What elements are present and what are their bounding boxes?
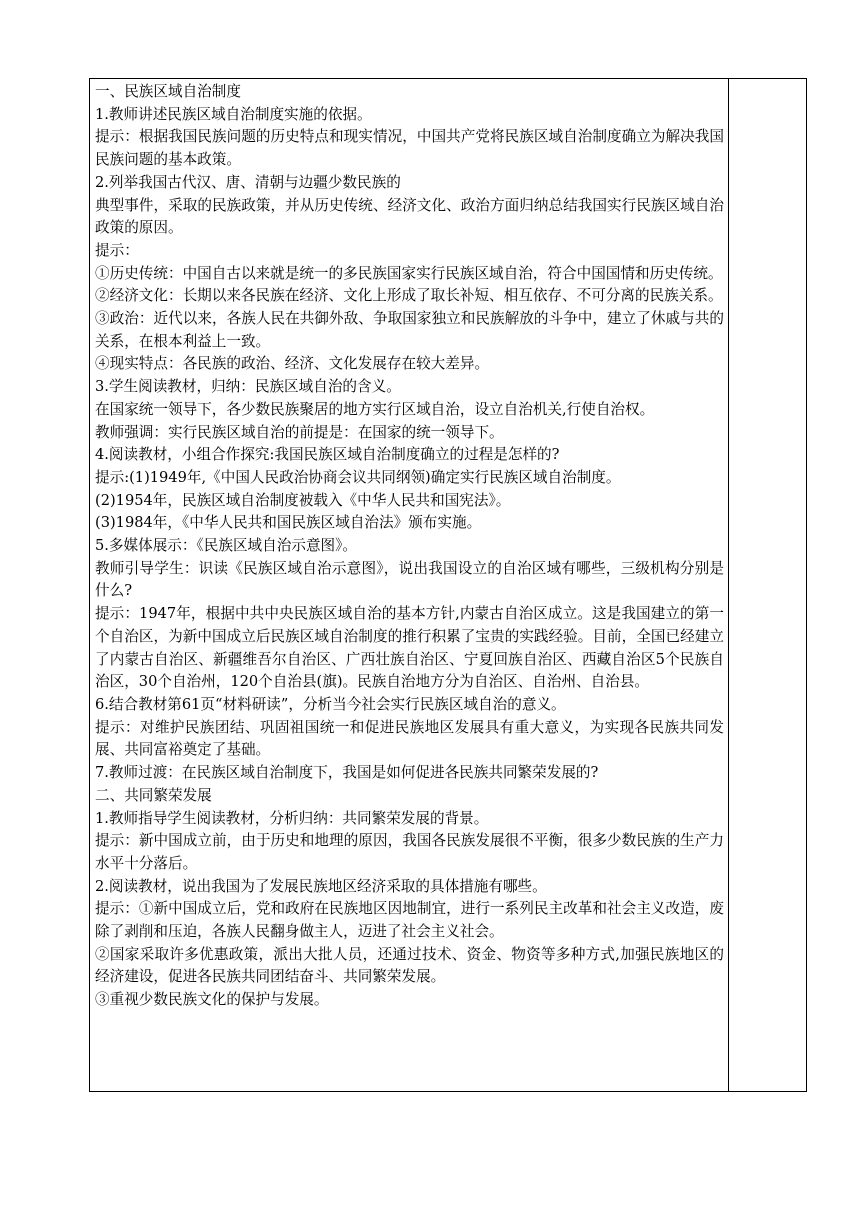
paragraph: 典型事件，采取的民族政策，并从历史传统、经济文化、政治方面归纳总结我国实行民族区域自治政策的原因。: [95, 196, 724, 237]
paragraph: 6.结合教材第61页“材料研读”，分析当今社会实行民族区域自治的意义。: [95, 695, 566, 713]
paragraph: ②经济文化：长期以来各民族在经济、文化上形成了取长补短、相互依存、不可分离的民族关系。: [95, 287, 723, 305]
section-heading: 二、共同繁荣发展: [95, 786, 212, 804]
notes-cell: [729, 79, 807, 1092]
paragraph: 提示：: [95, 241, 139, 259]
paragraph: ④现实特点：各民族的政治、经济、文化发展存在较大差异。: [95, 355, 490, 373]
paragraph: ①历史传统：中国自古以来就是统一的多民族国家实行民族区域自治，符合中国国情和历史传统。: [95, 264, 723, 282]
paragraph: 提示：对维护民族团结、巩固祖国统一和促进民族地区发展具有重大意义，为实现各民族共同发展、共同富裕奠定了基础。: [95, 718, 724, 759]
lesson-content: [90, 79, 728, 1012]
paragraph: ②国家采取许多优惠政策，派出大批人员，还通过技术、资金、物资等多种方式,加强民族地区的经济建设，促进各民族共同团结奋斗、共同繁荣发展。: [95, 945, 724, 986]
paragraph: 2.列举我国古代汉、唐、清朝与边疆少数民族的: [95, 173, 401, 191]
paragraph: 5.多媒体展示：《民族区域自治示意图》。: [95, 537, 358, 555]
paragraph: ③重视少数民族文化的保护与发展。: [95, 991, 329, 1009]
paragraph: 提示：根据我国民族问题的历史特点和现实情况，中国共产党将民族区域自治制度确立为解决我国民族问题的基本政策。: [95, 128, 724, 169]
paragraph: 2.阅读教材，说出我国为了发展民族地区经济采取的具体措施有哪些。: [95, 877, 547, 895]
section-heading: 一、民族区域自治制度: [95, 83, 241, 100]
paragraph: 1.教师讲述民族区域自治制度实施的依据。: [95, 105, 372, 123]
paragraph: 提示：新中国成立前，由于历史和地理的原因，我国各民族发展很不平衡，很多少数民族的生产力水平十分落后。: [95, 832, 724, 872]
main-content-cell: [90, 79, 729, 1092]
paragraph: 提示：①新中国成立后，党和政府在民族地区因地制宜，进行一系列民主改革和社会主义改造，废除了剥削和压迫，各族人民翻身做主人，迈进了社会主义社会。: [95, 900, 724, 941]
paragraph: (2)1954年，民族区域自治制度被载入《中华人民共和国宪法》。: [95, 491, 511, 509]
paragraph: 7.教师过渡：在民族区域自治制度下，我国是如何促进各民族共同繁荣发展的?: [95, 764, 599, 782]
paragraph: (3)1984年，《中华人民共和国民族区域自治法》颁布实施。: [95, 514, 482, 532]
paragraph: 提示：1947年，根据中共中央民族区域自治的基本方针,内蒙古自治区成立。这是我国建立的第一个自治区，为新中国成立后民族区域自治制度的推行积累了宝贵的实践经验。目前，全国已经建立了内蒙古自治区、新疆维吾尔自治区、广西壮族自治区、宁夏回族自治区、西藏自治区5个民族自治区，30个自治州，120个自治县(旗)。民族自治地方分为自治区、自治州、自治县。: [95, 605, 724, 691]
paragraph: 3.学生阅读教材，归纳：民族区域自治的含义。: [95, 378, 401, 396]
paragraph: 提示:(1)1949年,《中国人民政治协商会议共同纲领)确定实行民族区域自治制度。: [95, 468, 621, 486]
paragraph: 1.教师指导学生阅读教材，分析归纳：共同繁荣发展的背景。: [95, 809, 489, 827]
paragraph: 4.阅读教材，小组合作探究:我国民族区域自治制度确立的过程是怎样的?: [95, 446, 560, 464]
paragraph: 教师引导学生：识读《民族区域自治示意图》，说出我国设立的自治区域有哪些，三级机构分别是什么?: [95, 559, 724, 600]
lesson-table: [89, 78, 807, 1092]
paragraph: 教师强调：实行民族区域自治的前提是：在国家的统一领导下。: [95, 423, 504, 441]
paragraph: ③政治：近代以来，各族人民在共御外敌、争取国家独立和民族解放的斗争中，建立了休戚与共的关系，在根本利益上一致。: [95, 310, 724, 350]
paragraph: 在国家统一领导下，各少数民族聚居的地方实行区域自治，设立自治机关,行使自治权。: [95, 400, 655, 418]
